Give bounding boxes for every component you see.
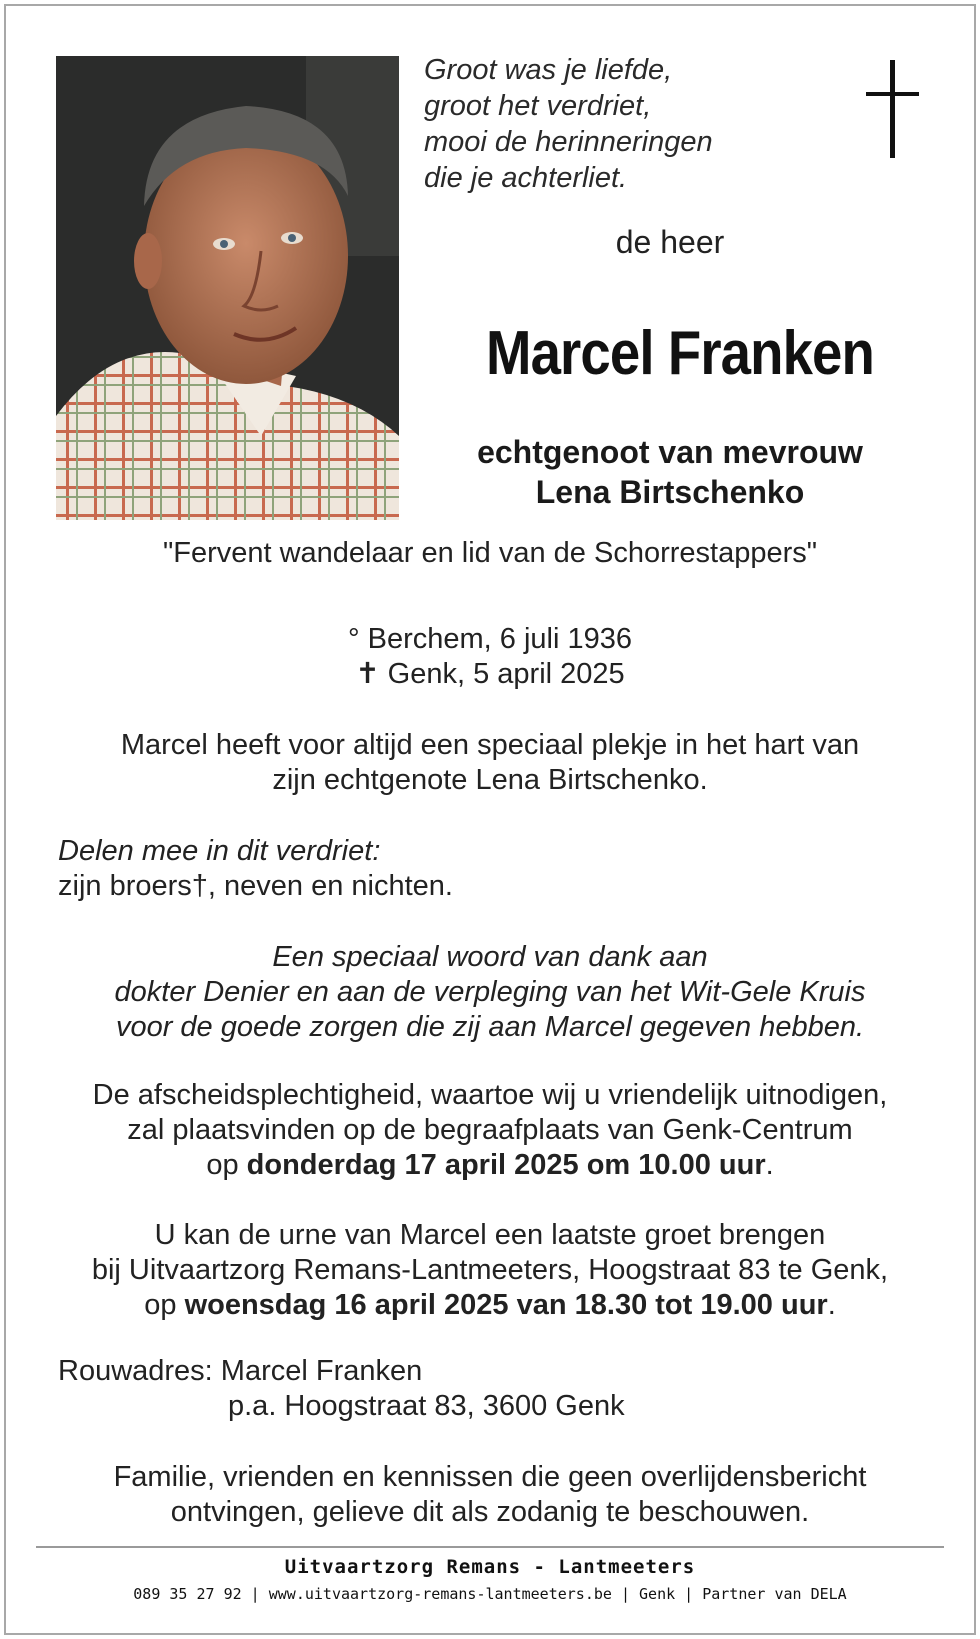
ceremony-info	[40, 1078, 940, 1183]
poem-line: Groot was je liefde,	[424, 54, 673, 86]
funeral-company: Uitvaartzorg Remans - Lantmeeters	[284, 1556, 696, 1578]
spouse-info	[430, 432, 910, 512]
address-line: Rouwadres: Marcel Franken	[58, 1355, 423, 1387]
birth-date: ° Berchem, 6 juli 1936	[347, 623, 633, 655]
quote: "Fervent wandelaar en lid van de Schorrestappers"	[162, 537, 818, 569]
life-dates	[40, 622, 940, 692]
ceremony-date-line	[40, 1148, 940, 1183]
urn-prefix: op	[144, 1289, 185, 1321]
ceremony-line: De afscheidsplechtigheid, waartoe wij u vriendelijk uitnodigen,	[92, 1079, 888, 1111]
spouse-line: echtgenoot van mevrouw	[477, 434, 863, 470]
thanks-text	[40, 940, 940, 1045]
mourning-address	[58, 1354, 625, 1424]
urn-date-line	[40, 1288, 940, 1323]
title-prefix: de heer	[615, 224, 725, 260]
address-line: p.a. Hoogstraat 83, 3600 Genk	[228, 1390, 625, 1422]
spouse-name: Lena Birtschenko	[535, 474, 805, 510]
poem-line: die je achterliet.	[424, 162, 628, 194]
funeral-contact: 089 35 27 92 | www.uitvaartzorg-remans-lantmeeters.be | Genk | Partner van DELA	[133, 1585, 847, 1603]
poem-line: groot het verdriet,	[424, 90, 652, 122]
urn-line: U kan de urne van Marcel een laatste groet brengen	[154, 1219, 826, 1251]
footer-divider	[36, 1546, 944, 1548]
notice-line: ontvingen, gelieve dit als zodanig te beschouwen.	[170, 1496, 810, 1528]
ceremony-line: zal plaatsvinden op de begraafplaats van Genk-Centrum	[127, 1114, 853, 1146]
urn-line: bij Uitvaartzorg Remans-Lantmeeters, Hoogstraat 83 te Genk,	[91, 1254, 889, 1286]
notice-line: Familie, vrienden en kennissen die geen overlijdensbericht	[113, 1461, 867, 1493]
death-date: ✝ Genk, 5 april 2025	[355, 658, 625, 690]
poem-line: mooi de herinneringen	[424, 126, 713, 158]
thanks-line: dokter Denier en aan de verpleging van het Wit-Gele Kruis	[114, 976, 866, 1008]
cross-icon	[862, 60, 922, 160]
share-grief	[58, 834, 453, 904]
share-heading: Delen mee in dit verdriet:	[58, 835, 381, 867]
thanks-line: voor de goede zorgen die zij aan Marcel gegeven hebben.	[115, 1011, 865, 1043]
ceremony-date: donderdag 17 april 2025 om 10.00 uur	[246, 1149, 766, 1181]
urn-date: woensdag 16 april 2025 van 18.30 tot 19.00 uur	[184, 1289, 828, 1321]
urn-suffix: .	[827, 1289, 836, 1321]
thanks-line: Een speciaal woord van dank aan	[272, 941, 708, 973]
share-text: zijn broers†, neven en nichten.	[58, 870, 453, 902]
poem	[424, 52, 804, 196]
memory-text	[40, 728, 940, 798]
memory-line: Marcel heeft voor altijd een speciaal plekje in het hart van	[120, 729, 860, 761]
ceremony-suffix: .	[765, 1149, 774, 1181]
ceremony-prefix: op	[206, 1149, 247, 1181]
urn-visit-info	[40, 1218, 940, 1323]
deceased-name: Marcel Franken	[486, 319, 874, 388]
notice-text	[40, 1460, 940, 1530]
portrait-photo	[56, 56, 399, 520]
memory-line: zijn echtgenote Lena Birtschenko.	[272, 764, 708, 796]
